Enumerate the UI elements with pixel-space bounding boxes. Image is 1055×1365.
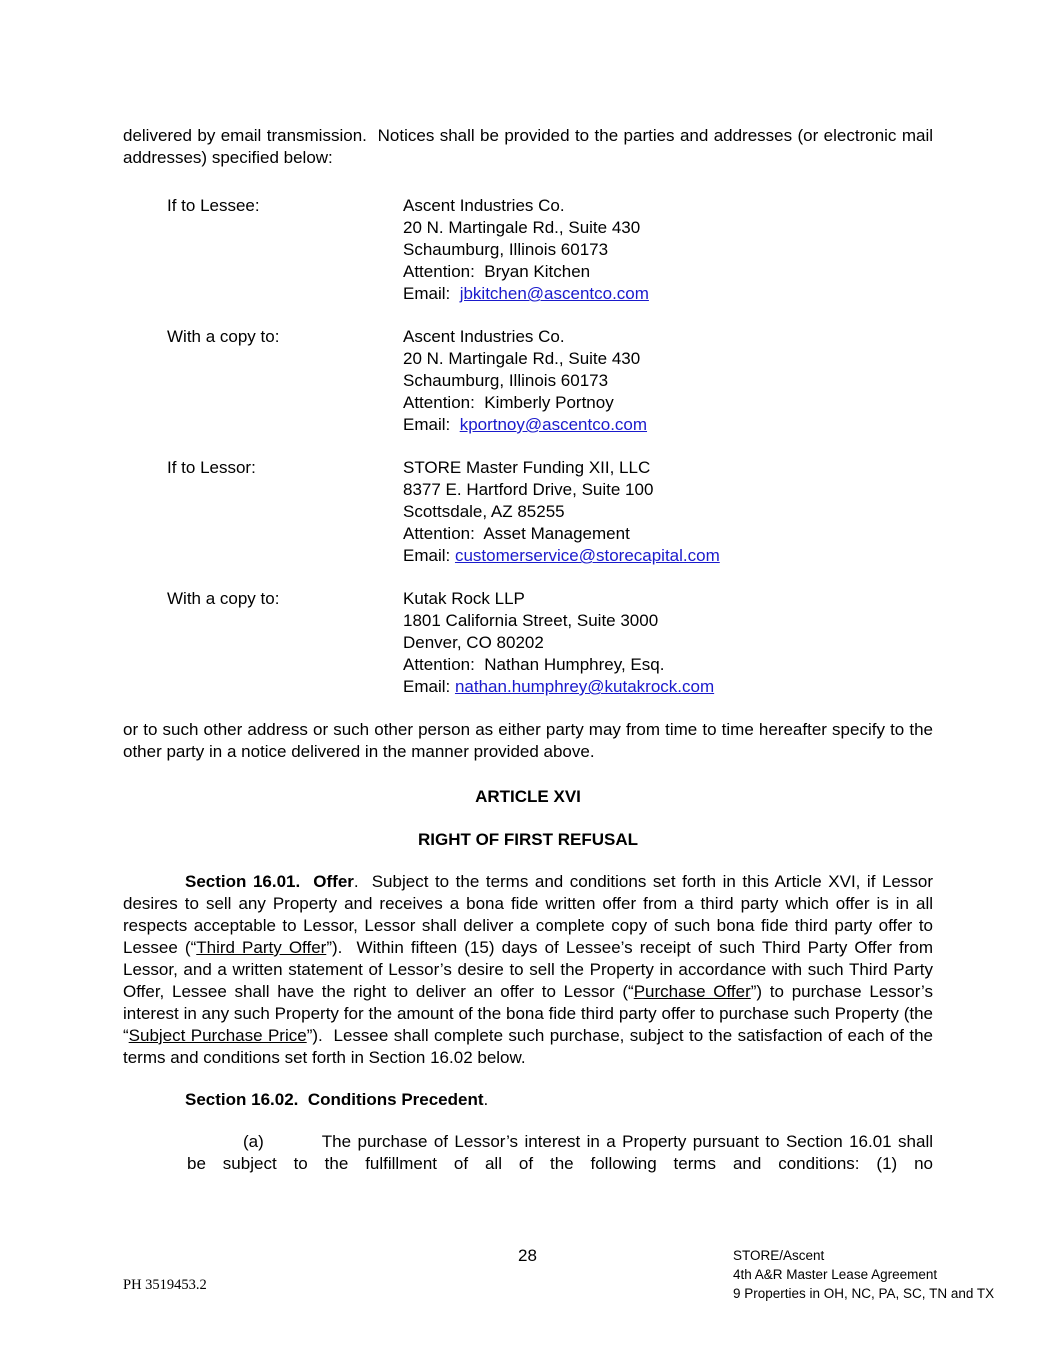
- notice-block-lessee: [123, 195, 933, 305]
- address-line: Scottsdale, AZ 85255: [403, 502, 565, 521]
- footer-right-block: [733, 1246, 994, 1303]
- article-heading: ARTICLE XVI: [475, 787, 581, 806]
- paragraph-a: [187, 1131, 933, 1175]
- email-label: Email:: [403, 677, 455, 696]
- footer-doc-number: PH 3519453.2: [123, 1277, 207, 1293]
- section-16-02-heading-text: Section 16.02. Conditions Precedent: [185, 1090, 484, 1109]
- section-16-01-paragraph: [123, 871, 933, 1069]
- footer-page-number: 28: [518, 1246, 537, 1265]
- section-16-02-heading-period: .: [483, 1090, 489, 1109]
- notice-label: If to Lessee:: [167, 196, 260, 215]
- address-line: Ascent Industries Co.: [403, 327, 565, 346]
- email-link[interactable]: nathan.humphrey@kutakrock.com: [454, 677, 715, 696]
- notice-block-lessor: [123, 457, 933, 567]
- email-link[interactable]: kportnoy@ascentco.com: [459, 415, 648, 434]
- address-line: Attention: Nathan Humphrey, Esq.: [403, 655, 665, 674]
- footer-right-line: STORE/Ascent: [733, 1248, 825, 1263]
- defined-term-purchase-offer: Purchase Offer: [633, 982, 751, 1001]
- section-16-01-text: ”). Lessee shall complete such purchase, subject to the satisfaction of each of the terms and conditions set forth in Section 16.02 below.: [123, 1026, 933, 1067]
- section-16-01-text: . Subject to the terms and conditions set forth in this Article XVI, if Lessor desires to sell any Property and receives a bona fide written offer from a third party which offer is in all respects acceptable to Lessor, Lessor shall deliver a complete copy of such bona fide third party offer to Lessee (“: [123, 872, 933, 957]
- document-body: [123, 125, 933, 1175]
- address-line: STORE Master Funding XII, LLC: [403, 458, 651, 477]
- address-line: Schaumburg, Illinois 60173: [403, 371, 609, 390]
- email-label: Email:: [403, 415, 460, 434]
- notice-label: With a copy to:: [167, 327, 280, 346]
- article-title: RIGHT OF FIRST REFUSAL: [417, 830, 639, 849]
- address-line: Kutak Rock LLP: [403, 589, 525, 608]
- paragraph-a-text: The purchase of Lessor’s interest in a Property pursuant to Section 16.01 shall be subject to the fulfillment of all of the following terms and conditions: (1) no: [187, 1132, 933, 1173]
- address-line: Schaumburg, Illinois 60173: [403, 240, 609, 259]
- notice-address: [403, 588, 933, 698]
- defined-term-subject-purchase-price: Subject Purchase Price: [128, 1026, 307, 1045]
- notice-address: [403, 457, 933, 567]
- email-line: [403, 545, 933, 567]
- address-line: Attention: Bryan Kitchen: [403, 262, 591, 281]
- notice-block-lessee-copy: [123, 326, 933, 436]
- address-line: 20 N. Martingale Rd., Suite 430: [403, 349, 641, 368]
- section-16-02-heading: [123, 1089, 933, 1111]
- footer-right-line: 4th A&R Master Lease Agreement: [733, 1267, 938, 1282]
- address-line: Attention: Kimberly Portnoy: [403, 393, 614, 412]
- notice-label: With a copy to:: [167, 589, 280, 608]
- email-link[interactable]: jbkitchen@ascentco.com: [459, 284, 649, 303]
- section-16-01-heading: Section 16.01. Offer: [185, 872, 354, 891]
- address-line: Denver, CO 80202: [403, 633, 544, 652]
- address-line: Ascent Industries Co.: [403, 196, 565, 215]
- intro-paragraph: delivered by email transmission. Notices shall be provided to the parties and addresses (or electronic mail addresses) specified below:: [123, 126, 933, 167]
- address-line: 20 N. Martingale Rd., Suite 430: [403, 218, 641, 237]
- paragraph-a-marker: (a): [243, 1132, 264, 1151]
- email-line: [403, 676, 933, 698]
- email-link[interactable]: customerservice@storecapital.com: [454, 546, 720, 565]
- defined-term-third-party-offer: Third Party Offer: [196, 938, 327, 957]
- section-16-01-text: ”) to purchase Lessor’s interest in any such Property for the amount of the bona fide third party offer to purchase such Property (the “: [123, 982, 933, 1045]
- email-label: Email:: [403, 546, 455, 565]
- notice-address: [403, 326, 933, 436]
- email-line: [403, 414, 933, 436]
- address-line: Attention: Asset Management: [403, 524, 630, 543]
- address-line: 1801 California Street, Suite 3000: [403, 611, 659, 630]
- address-line: 8377 E. Hartford Drive, Suite 100: [403, 480, 654, 499]
- email-line: [403, 283, 933, 305]
- notice-address: [403, 195, 933, 305]
- notice-label: If to Lessor:: [167, 458, 256, 477]
- footer-right-line: 9 Properties in OH, NC, PA, SC, TN and TX: [733, 1286, 995, 1301]
- email-label: Email:: [403, 284, 460, 303]
- section-16-01-text: ”). Within fifteen (15) days of Lessee’s receipt of such Third Party Offer from Lessor, and a written statement of Lessor’s desire to sell the Property in accordance with such Third Party Offer, Lessee shall have the right to deliver an offer to Lessor (“: [123, 938, 933, 1001]
- notice-block-lessor-copy: [123, 588, 933, 698]
- closing-paragraph: or to such other address or such other person as either party may from time to time hereafter specify to the other party in a notice delivered in the manner provided above.: [123, 720, 933, 761]
